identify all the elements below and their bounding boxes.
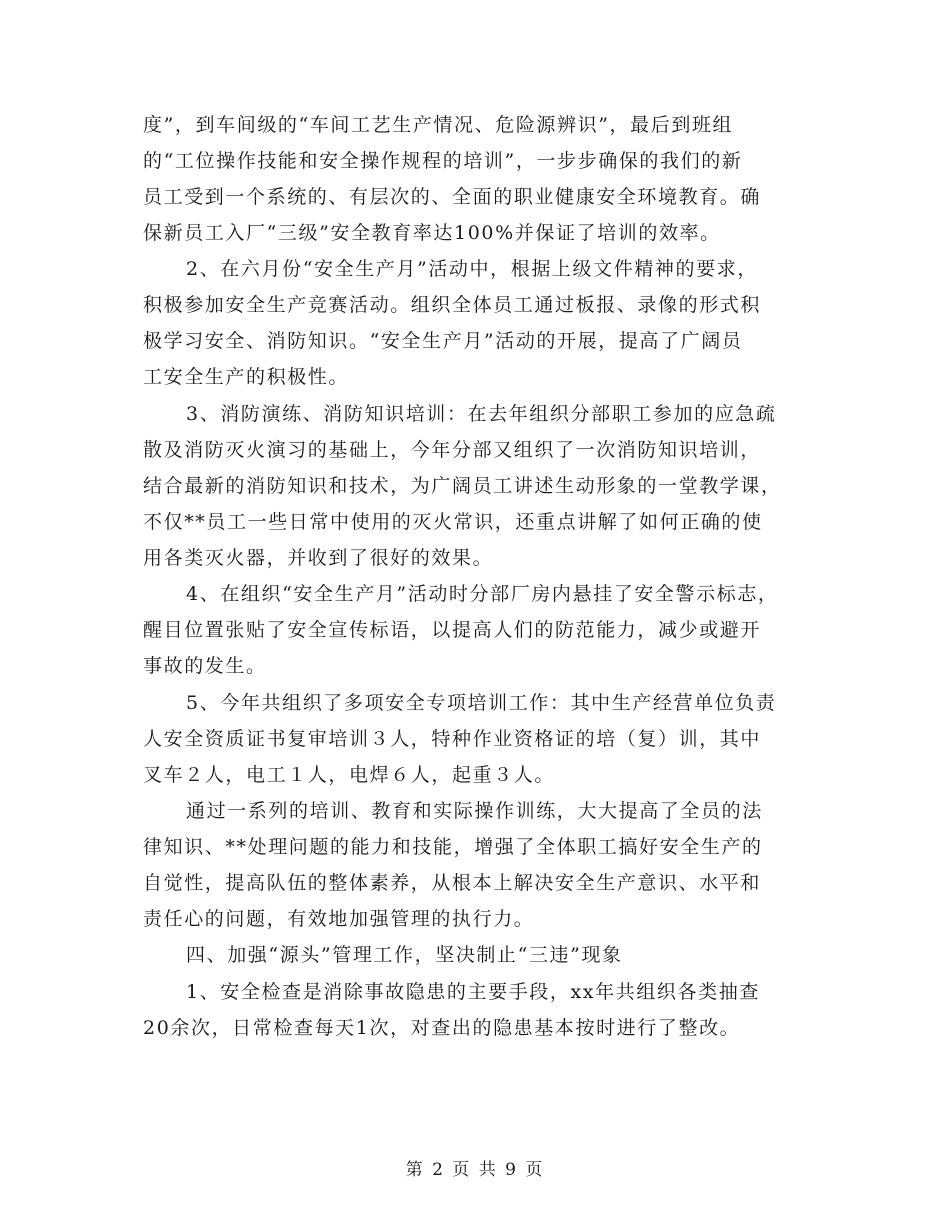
body-text-line: 用各类灭火器，并收到了很好的效果。 — [143, 547, 494, 569]
paragraph-start-line: 3、消防演练、消防知识培训：在去年组织分部职工参加的应急疏 — [186, 403, 777, 425]
body-text-line: 的“工位操作技能和安全操作规程的培训”，一步步确保的我们的新 — [143, 150, 743, 172]
body-text-line: 律知识、**处理问题的能力和技能，增强了全体职工搞好安全生产的 — [143, 836, 763, 858]
body-text-line: 散及消防灭火演习的基础上，今年分部又组织了一次消防知识培训， — [143, 439, 762, 461]
body-text-line: 度”，到车间级的“车间工艺生产情况、危险源辨识”，最后到班组 — [143, 114, 734, 136]
paragraph-start-line: 2、在六月份“安全生产月”活动中，根据上级文件精神的要求， — [186, 258, 758, 280]
body-text-line: 自觉性，提高队伍的整体素养，从根本上解决安全生产意识、水平和 — [143, 872, 762, 894]
body-text-line: 结合最新的消防知识和技术，为广阔员工讲述生动形象的一堂教学课， — [143, 475, 782, 497]
paragraph-start-line: 1、安全检查是消除事故隐患的主要手段，xx年共组织各类抽查 — [186, 981, 760, 1003]
body-text-line: 责任心的问题，有效地加强管理的执行力。 — [143, 908, 535, 930]
body-text-line: 极学习安全、消防知识。“安全生产月”活动的开展，提高了广阔员 — [143, 330, 743, 352]
body-text-line: 工安全生产的积极性。 — [143, 366, 350, 388]
body-text-line: 事故的发生。 — [143, 655, 267, 677]
body-text-line: 保新员工入厂“三级”安全教育率达100%并保证了培训的效率。 — [143, 222, 721, 244]
section-heading: 四、加强“源头”管理工作，坚决制止“三违”现象 — [186, 944, 623, 966]
body-text-line: 人安全资质证书复审培训３人，特种作业资格证的培（复）训，其中 — [143, 728, 762, 750]
body-text-line: 积极参加安全生产竞赛活动。组织全体员工通过板报、录像的形式积 — [143, 294, 762, 316]
body-text-line: 不仅**员工一些日常中使用的灭火常识，还重点讲解了如何正确的使 — [143, 511, 763, 533]
body-text-line: 20余次，日常检查每天1次，对查出的隐患基本按时进行了整改。 — [143, 1017, 741, 1039]
paragraph-start-line: 5、今年共组织了多项安全专项培训工作：其中生产经营单位负责 — [186, 692, 777, 714]
paragraph-start-line: 4、在组织“安全生产月”活动时分部厂房内悬挂了安全警示标志， — [186, 583, 779, 605]
body-text-line: 员工受到一个系统的、有层次的、全面的职业健康安全环境教育。确 — [143, 186, 762, 208]
body-text-line: 叉车２人，电工１人，电焊６人，起重３人。 — [143, 764, 556, 786]
body-text-line: 醒目位置张贴了安全宣传标语，以提高人们的防范能力，减少或避开 — [143, 619, 762, 641]
paragraph-start-line: 通过一系列的培训、教育和实际操作训练，大大提高了全员的法 — [186, 800, 763, 822]
page-number-footer: 第 2 页 共 9 页 — [405, 1160, 545, 1180]
